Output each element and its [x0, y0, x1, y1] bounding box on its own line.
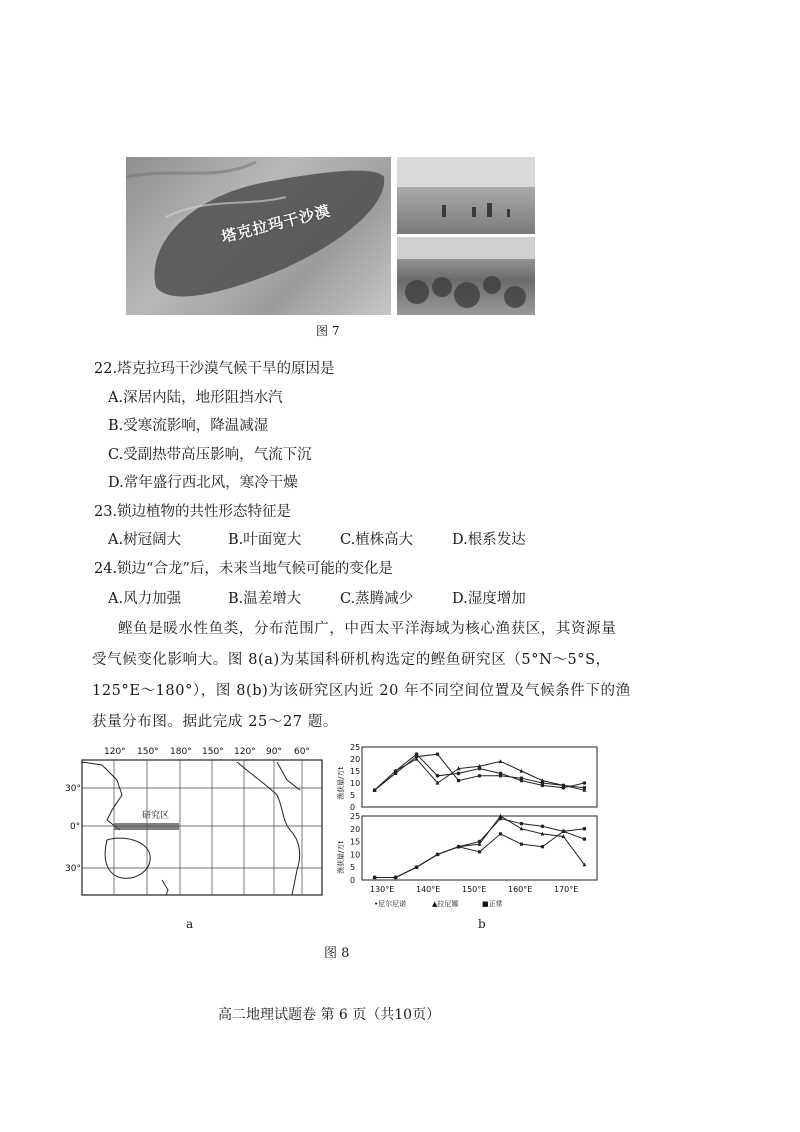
- lon-label-2: 150°: [137, 747, 159, 757]
- figure8a-map: [62, 740, 332, 900]
- bottom-series-2-point-2: [415, 866, 418, 869]
- bottom-ylabel: 渔获量/万t: [337, 840, 345, 874]
- top-series-0-point-10: [583, 781, 587, 785]
- top-ytick-5: 5: [350, 791, 356, 800]
- bottom-ytick-10: 10: [350, 850, 361, 860]
- x-label-140: 140°E: [416, 885, 441, 894]
- top-series-0-point-4: [457, 772, 461, 776]
- question-22-option-b: B.受寒流影响，降温减湿: [108, 418, 269, 434]
- bottom-ytick-15: 15: [350, 837, 361, 847]
- x-label-170: 170°E: [554, 885, 579, 894]
- top-series-1-point-6: [498, 759, 502, 763]
- question-22-option-d: D.常年盛行西北风，寒冷干燥: [108, 475, 298, 491]
- question-22-option-a: A.深居内陆，地形阻挡水汽: [108, 390, 283, 406]
- top-series-2-point-9: [562, 784, 565, 787]
- legend-el-nino: •尼尔尼诺: [374, 900, 407, 908]
- bottom-series-2-point-10: [583, 827, 586, 830]
- bottom-series-0-point-10: [583, 837, 587, 841]
- lon-label-6: 90°: [266, 747, 282, 757]
- figure8-caption: 图 8: [324, 946, 350, 961]
- top-series-2-point-6: [499, 774, 502, 777]
- lat-label-1: 30°: [65, 784, 81, 794]
- x-label-130: 130°E: [370, 885, 395, 894]
- bottom-series-2-point-8: [541, 845, 544, 848]
- top-ytick-10: 10: [350, 779, 361, 788]
- desert-vegetation-photo: [397, 237, 535, 315]
- passage-line-1: 鲣鱼是暖水性鱼类，分布范围广，中西太平洋海域为核心渔获区，其资源量: [118, 621, 617, 637]
- bottom-series-0-point-8: [541, 824, 545, 828]
- bottom-ytick-20: 20: [350, 824, 361, 834]
- question-24-option-b: B.温差增大: [228, 591, 302, 607]
- top-series-0-point-3: [436, 774, 440, 778]
- question-23-option-b: B.叶面宽大: [228, 532, 302, 548]
- top-series-2-point-3: [436, 753, 439, 756]
- bottom-ytick-0: 0: [350, 876, 356, 885]
- passage-line-3: 125°E～180°），图 8(b)为该研究区内近 20 年不同空间位置及气候条件下的渔: [92, 683, 631, 699]
- question-23-stem: 23.锁边植物的共性形态特征是: [94, 504, 292, 520]
- bottom-ytick-5: 5: [350, 863, 356, 873]
- question-23-option-c: C.植株高大: [340, 532, 414, 548]
- top-series-2-point-4: [457, 779, 460, 782]
- question-23-option-d: D.根系发达: [452, 532, 526, 548]
- top-series-2-point-5: [478, 774, 481, 777]
- study-region: [114, 823, 179, 830]
- question-24-option-a: A.风力加强: [108, 591, 182, 607]
- page-footer: 高二地理试题卷 第 6 页（共10页）: [218, 1007, 441, 1023]
- question-24-option-d: D.湿度增加: [452, 591, 526, 607]
- top-ytick-0: 0: [350, 803, 356, 812]
- bottom-series-2-point-9: [562, 830, 565, 833]
- top-series-2-line: [375, 754, 585, 790]
- question-23-option-a: A.树冠阔大: [108, 532, 182, 548]
- x-label-150: 150°E: [462, 885, 487, 894]
- lon-label-1: 120°: [104, 747, 126, 757]
- lon-label-3: 180°: [170, 747, 192, 757]
- figure8b-subcaption: b: [478, 917, 486, 931]
- top-ytick-15: 15: [350, 767, 361, 776]
- study-region-label: 研究区: [142, 811, 170, 821]
- bottom-series-2-point-4: [457, 845, 460, 848]
- question-24-option-c: C.蒸腾减少: [340, 591, 414, 607]
- bottom-series-2-point-0: [373, 876, 376, 879]
- lon-label-4: 150°: [202, 747, 224, 757]
- bottom-series-2-point-1: [394, 876, 397, 879]
- passage-line-4: 获量分布图。据此完成 25～27 题。: [92, 714, 339, 730]
- legend-normal: ■正常: [482, 900, 503, 908]
- top-ylabel: 渔获量/万t: [337, 766, 345, 800]
- passage-line-2: 受气候变化影响大。图 8(a)为某国科研机构选定的鲣鱼研究区（5°N～5°S，: [92, 652, 611, 668]
- lon-label-5: 120°: [234, 747, 256, 757]
- top-series-0-line: [375, 754, 585, 790]
- desert-planting-photo: [397, 157, 535, 234]
- bottom-ytick-25: 25: [350, 812, 361, 821]
- figure7-caption: 图 7: [316, 324, 340, 338]
- bottom-series-2-point-5: [478, 850, 481, 853]
- bottom-series-2-point-6: [499, 832, 502, 835]
- x-label-160: 160°E: [508, 885, 533, 894]
- bottom-series-0-line: [375, 819, 585, 878]
- lon-label-7: 60°: [294, 747, 310, 757]
- bottom-panel-frame: [362, 816, 597, 880]
- bottom-series-1-line: [375, 816, 585, 877]
- legend-la-nina: ▲拉尼娜: [432, 900, 459, 908]
- bottom-series-2-point-7: [520, 843, 523, 846]
- question-22-stem: 22.塔克拉玛干沙漠气候干旱的原因是: [94, 361, 335, 377]
- figure8b-chart: [334, 742, 609, 912]
- figure8a-subcaption: a: [186, 917, 194, 931]
- question-22-option-c: C.受副热带高压影响，气流下沉: [108, 447, 312, 463]
- bottom-series-2-point-3: [436, 853, 439, 856]
- top-series-2-point-8: [541, 781, 544, 784]
- top-series-2-point-0: [373, 789, 376, 792]
- question-24-stem: 24.锁边“合龙”后，未来当地气候可能的变化是: [94, 561, 393, 577]
- top-ytick-25: 25: [350, 743, 361, 752]
- top-series-2-point-1: [394, 772, 397, 775]
- satellite-label: 塔克拉玛干沙漠: [219, 201, 333, 247]
- lat-label-2: 0°: [70, 822, 81, 832]
- top-series-2-point-2: [415, 755, 418, 758]
- top-series-2-point-7: [520, 777, 523, 780]
- lat-label-3: 30°: [65, 864, 81, 874]
- top-series-2-point-10: [583, 786, 586, 789]
- bottom-series-0-point-7: [520, 822, 524, 826]
- top-ytick-20: 20: [350, 755, 361, 764]
